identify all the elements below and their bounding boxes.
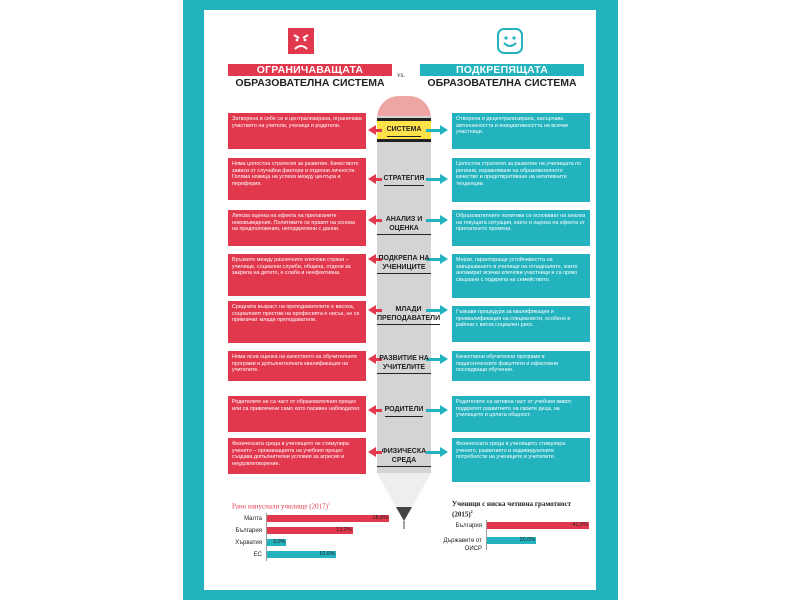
chart-value-label: 18,8%: [372, 515, 388, 521]
chart-category-label: Хърватия: [235, 540, 262, 546]
chart-value-label: 3,0%: [272, 539, 286, 545]
chart-value-label: 41,5%: [572, 522, 588, 528]
happy-face-icon: [497, 28, 523, 54]
pencil-label: [377, 306, 441, 325]
pencil-label-text: СТРАТЕГИЯ: [384, 175, 425, 186]
right-arrow-icon: [440, 305, 448, 315]
right-box: Мерки, гарантиращи устойчивостта на завършването в училище на отпадналите, които ангажират всички ключови участници и са пряко свързани с подкрепа на семейството.: [452, 254, 590, 298]
right-title-sub: ОБРАЗОВАТЕЛНА СИСТЕМА: [427, 77, 577, 89]
right-arrow-icon: [440, 405, 448, 415]
pencil-band-top: [377, 118, 431, 121]
versus-label: vs.: [397, 71, 405, 79]
right-box: Родителите са активна част от учебния живот, подкрепят развитието на своите деца, на училището и цялата общност.: [452, 396, 590, 432]
chart-category-label: Държавите от ОИСР: [443, 538, 482, 552]
left-box: Средната възраст на преподавателите е висока, социалният престиж на професията е нисък, не се привличат млади преподаватели.: [228, 301, 366, 343]
left-box: Връзките между различните ключови страни – училище, социални служби, община, отдели за закрила на детето, е слаба и неефективна.: [228, 254, 366, 296]
left-title-band: ОГРАНИЧАВАЩАТА: [228, 64, 392, 76]
pencil-label: [377, 126, 431, 137]
pencil-band-bottom: [377, 139, 431, 142]
right-arrow-icon: [440, 174, 448, 184]
pencil-label: [377, 448, 431, 467]
chart-category-label: България: [235, 528, 262, 534]
right-arrow-icon: [440, 215, 448, 225]
pencil-label: [377, 255, 431, 274]
left-box: Няма цялостна стратегия за развитие. Качеството зависи от случайни фактори и отделни личности. Голяма ножица на успеха между центъра и периферия.: [228, 158, 366, 200]
pencil-label-text: РОДИТЕЛИ: [385, 406, 424, 417]
right-box: Гъвкави процедури за квалификация и преквалификация на специалисти, особено в райони с висок социален риск.: [452, 306, 590, 342]
chart-2-title: Ученици с ниска четивна грамотност $(2015)^2$: [452, 500, 572, 519]
pencil-label-text: ФИЗИЧЕСКА СРЕДА: [377, 448, 431, 467]
pencil-label-text: ПОДКРЕПА НА УЧЕНИЦИТЕ: [377, 255, 431, 274]
right-arrow-icon: [440, 354, 448, 364]
left-box: Родителите не са част от образователния процес или са привлечени само като пасивен наблюдател.: [228, 396, 366, 432]
chart-category-label: Малта: [244, 516, 262, 522]
chart-value-label: 13,2%: [336, 527, 352, 533]
right-box: Качествени обучителни програми в педагогическите факултети и ефективни последващи обучения.: [452, 351, 590, 381]
pencil-label-text: АНАЛИЗ И ОЦЕНКА: [377, 216, 431, 235]
chart-category-label: България: [455, 523, 482, 529]
left-box: Физическата среда в училището не стимулира ученето – организацията на учебния процес създава допълнителни условия за агресия и неудовлетворение.: [228, 438, 366, 474]
pencil-label: [377, 355, 431, 374]
left-title-sub: ОБРАЗОВАТЕЛНА СИСТЕМА: [235, 77, 385, 89]
pencil-label-text: РАЗВИТИЕ НА УЧИТЕЛИТЕ: [377, 355, 431, 374]
pencil-label: [377, 406, 431, 417]
chart-1-title: Рано напуснали училище $(2017)^1$: [232, 501, 330, 511]
chart-category-label: ЕС: [253, 552, 262, 558]
sad-face-icon: [288, 28, 314, 54]
right-box: Образователните политики се основават на анализ на текущата ситуация, както и оценка на ефекта от прилагането промени.: [452, 210, 590, 246]
left-box: Няма ясна оценка на качеството на обучителните програми и допълнителната квалификация на учителите.: [228, 351, 366, 381]
right-arrow-icon: [440, 254, 448, 264]
right-box: Физическата среда в училището стимулира ученето, развитието и индивидуалните потребности на учениците и учителите.: [452, 438, 590, 482]
left-box: Липсва оценка на ефекта на прилаганите нововъведения. Политиките се правят на основа на предположения, неподкрепени с данни.: [228, 210, 366, 246]
right-box: Отворена и децентрализирана, насърчава автономността и инициативността на всички участници.: [452, 113, 590, 149]
right-box: Цялостна стратегия за развитие на училищата по региони, изравняване на образователното качество и предотвратяване на негативните тенденции.: [452, 158, 590, 202]
left-box: Затворена в себе си и централизирана, ограничава участието на учители, ученици и родители.: [228, 113, 366, 149]
right-title-band: ПОДКРЕПЯЩАТА: [420, 64, 584, 76]
pencil-body: [377, 116, 431, 474]
chart-value-label: 10,6%: [319, 551, 335, 557]
right-arrow-icon: [440, 125, 448, 135]
pencil-label: [377, 175, 431, 186]
pencil-label-text: МЛАДИ ПРЕПОДАВАТЕЛИ: [377, 306, 440, 325]
pencil-label-text: СИСТЕМА: [387, 126, 422, 137]
pencil-label: [377, 216, 431, 235]
right-arrow-icon: [440, 447, 448, 457]
pencil-tip: [377, 473, 431, 531]
chart-value-label: 20,0%: [519, 537, 536, 543]
